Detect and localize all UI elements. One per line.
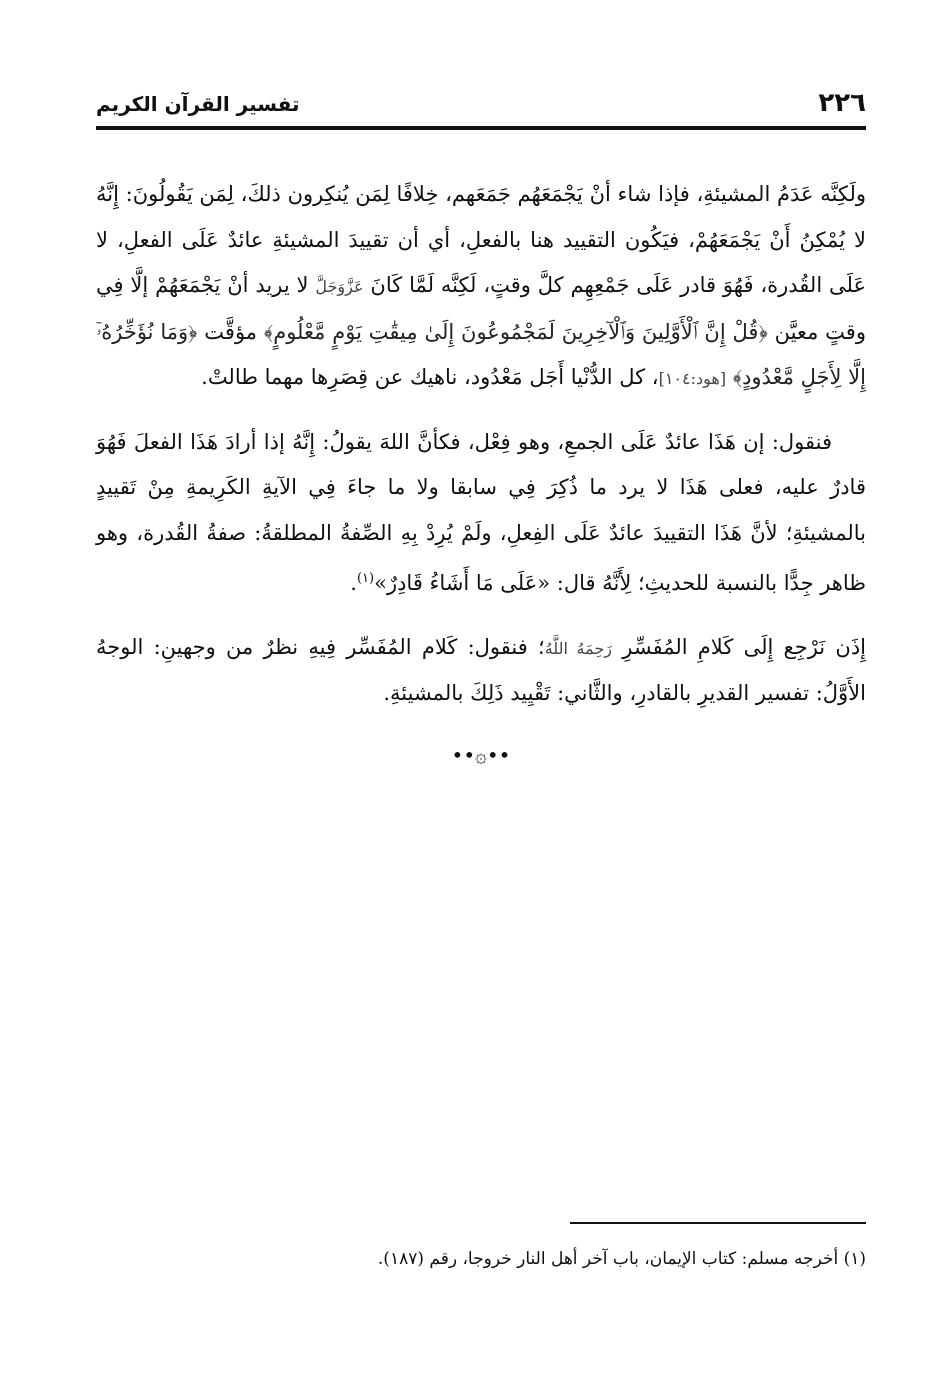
page-body: [96, 172, 866, 778]
paragraph-1-text-c: مؤقَّت: [204, 319, 258, 344]
paragraph-1-text-a: ولَكِنَّه عَدَمُ المشيئةِ، فإذا شاء أنْ يَجْمَعَهُم جَمَعَهم، خِلافًا لِمَن يُنكِرون ذلكَ، لِمَن يَقُولُونَ: إِنَّهُ لا يُمْكِنُ أَنْ يَجْمَعَهُمْ، فيَكُون التقييد هنا بالفعلِ، أي أن تقييدَ المشيئةِ عائدٌ عَلَى الفعلِ، لا عَلَى القُدرة، فَهُوَ قادر عَلَى جَمْعِهِم كلَّ وقتٍ، لَكِنَّه لَمَّا كَانَ: [96, 182, 867, 297]
footnote-reference[interactable]: (١): [356, 571, 375, 586]
honorific-2: رَحِمَهُ اللَّهُ: [544, 638, 612, 658]
section-ornament: ••۞••: [451, 742, 511, 767]
honorific: عَزَّوَجَلَّ: [315, 277, 364, 296]
footnote: (١) أخرجه مسلم: كتاب الإيمان، باب آخر أهل النار خروجا، رقم (١٨٧).: [377, 1249, 866, 1269]
paragraph-2-text: فنقول: إن هَذَا عائدٌ عَلَى الجمعِ، وهو فِعْل، فكأنَّ اللهَ يقولُ: إِنَّهُ إذا أرادَ هَذَا الفعلَ فَهُوَ قادرٌ عليه، فعلى هَذَا لا يرد ما ذُكِرَ فِي سابقا ولا ما جاءَ فِي الآيةِ الكَرِيمةِ مِنْ تَقييدٍ بالمشيئةِ؛ لأنَّ هَذَا التقييدَ عائدٌ عَلَى الفِعلِ، ولَمْ يُرِدْ بِهِ الصِّفةُ المطلقةُ: صفةُ القُدرة، وهو ظاهر جِدًّا بالنسبة للحديثِ؛ لِأَنَّهُ قال:: [96, 429, 866, 595]
paragraph-2-end: .: [350, 571, 357, 595]
hadith-quote: «عَلَى مَا أَشَاءُ قَادِرٌ»: [374, 571, 551, 595]
paragraph-1: [96, 172, 866, 402]
paragraph-1-text-b: لا يريد أنْ يَجْمَعَهُمْ إلَّا فِي وقتٍ معيَّن: [96, 273, 866, 344]
paragraph-3-text-a: إِذَن نَرْجِع إِلَى كَلامِ المُفَسِّرِ: [622, 634, 867, 659]
page-number: ٢٢٦: [818, 88, 866, 118]
paragraph-3-text-b: ؛ فنقول: كَلام المُفَسِّر فِيهِ نظرٌ من وجهينِ: الوجهُ الأَوَّلُ: تفسير القديرِ بالقادرِ، والثَّاني: تَقْيِيد ذَلِكَ بالمشيئةِ.: [96, 634, 866, 705]
paragraph-2: [96, 420, 866, 607]
quran-verse-2: ﴿وَمَا نُؤَخِّرُهُۥٓ إِلَّا لِأَجَلٍ مَّعْدُودٍ﴾: [96, 319, 866, 389]
verse-reference: [هود:١٠٤]: [658, 369, 727, 388]
header-rule: [96, 126, 866, 130]
footnote-rule: [570, 1222, 866, 1224]
page-header: [96, 88, 866, 124]
running-title: تفسير القرآن الكريم: [96, 92, 300, 116]
paragraph-1-text-d: ، كل الدُّنْيا أَجَل مَعْدُود، ناهيك عن قِصَرِها مهما طالتْ.: [201, 365, 659, 389]
quran-verse-1: ﴿قُلْ إِنَّ ٱلْأَوَّلِينَ وَٱلْآخِرِينَ لَمَجْمُوعُونَ إِلَىٰ مِيقَٰتِ يَوْمٍ مَّعْلُومٍ﴾: [263, 319, 768, 344]
paragraph-3: [96, 625, 866, 717]
